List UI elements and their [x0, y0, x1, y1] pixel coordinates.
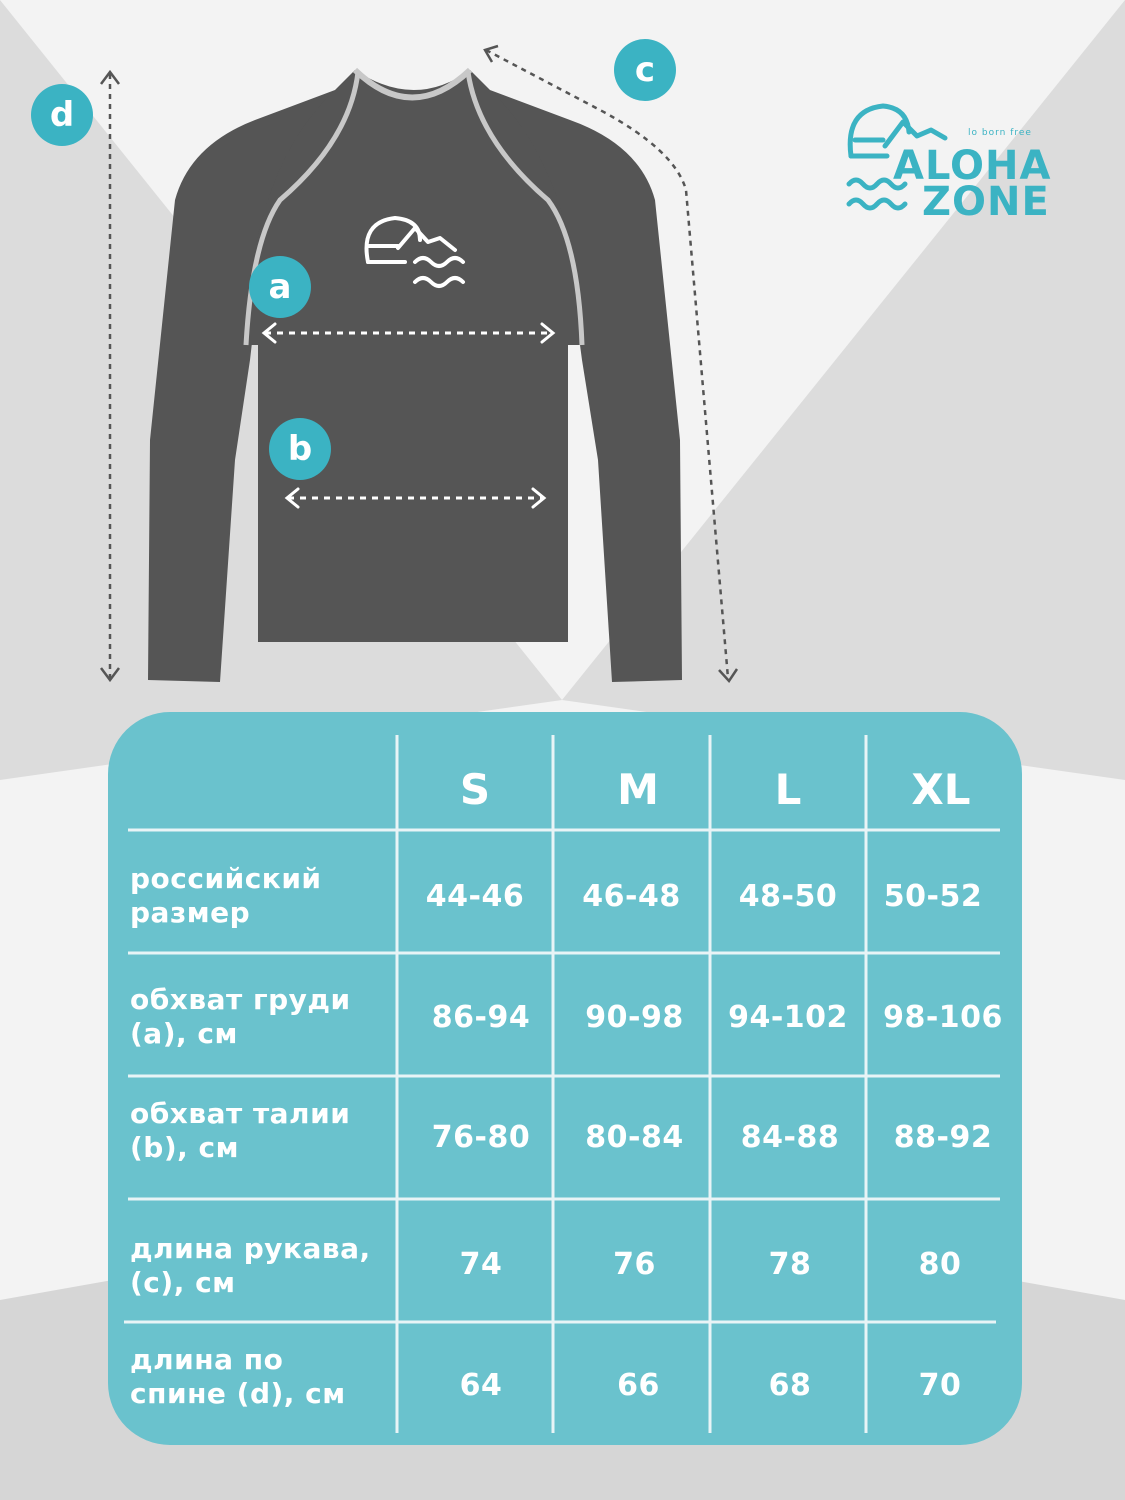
- table-cell: 90-98: [585, 999, 684, 1035]
- row-label-russian-size: российский размер: [130, 862, 322, 929]
- table-cell: 86-94: [431, 999, 531, 1035]
- table-cell: 74: [459, 1246, 503, 1282]
- table-cell: 80: [918, 1246, 962, 1282]
- row-label-back-length: длина по спине (d), см: [130, 1343, 346, 1410]
- table-cell: 50-52: [883, 878, 983, 914]
- badge-c: c: [614, 39, 676, 101]
- table-cell: 68: [768, 1367, 812, 1403]
- table-cell: 76: [613, 1246, 656, 1282]
- header-size-xl: XL: [911, 764, 971, 814]
- table-cell: 46-48: [582, 878, 681, 914]
- header-size-m: M: [617, 764, 659, 814]
- table-cell: 64: [459, 1367, 503, 1403]
- logo-text-zone: ZONE: [922, 179, 1050, 225]
- badge-a: a: [249, 256, 311, 318]
- table-cell: 70: [918, 1367, 962, 1403]
- header-size-l: L: [774, 764, 802, 814]
- header-size-s: S: [459, 764, 491, 814]
- badge-b: b: [269, 418, 331, 480]
- table-cell: 48-50: [738, 878, 838, 914]
- row-label-sleeve: длина рукава, (c), см: [130, 1232, 371, 1299]
- badge-d: d: [31, 84, 93, 146]
- table-cell: 84-88: [740, 1119, 840, 1155]
- table-cell: 66: [617, 1367, 660, 1403]
- table-cell: 44-46: [425, 878, 525, 914]
- torso: [245, 70, 582, 642]
- table-cell: 76-80: [431, 1119, 531, 1155]
- table-cell: 88-92: [893, 1119, 993, 1155]
- logo-tagline: lo born free: [968, 128, 1032, 138]
- table-cell: 78: [768, 1246, 812, 1282]
- row-label-chest: обхват груди (a), см: [130, 983, 351, 1050]
- table-cell: 80-84: [585, 1119, 684, 1155]
- table-cell: 98-106: [883, 999, 1003, 1035]
- logo-text-aloha: ALOHA: [893, 143, 1052, 189]
- table-cell: 94-102: [728, 999, 848, 1035]
- row-label-waist: обхват талии (b), см: [130, 1097, 351, 1164]
